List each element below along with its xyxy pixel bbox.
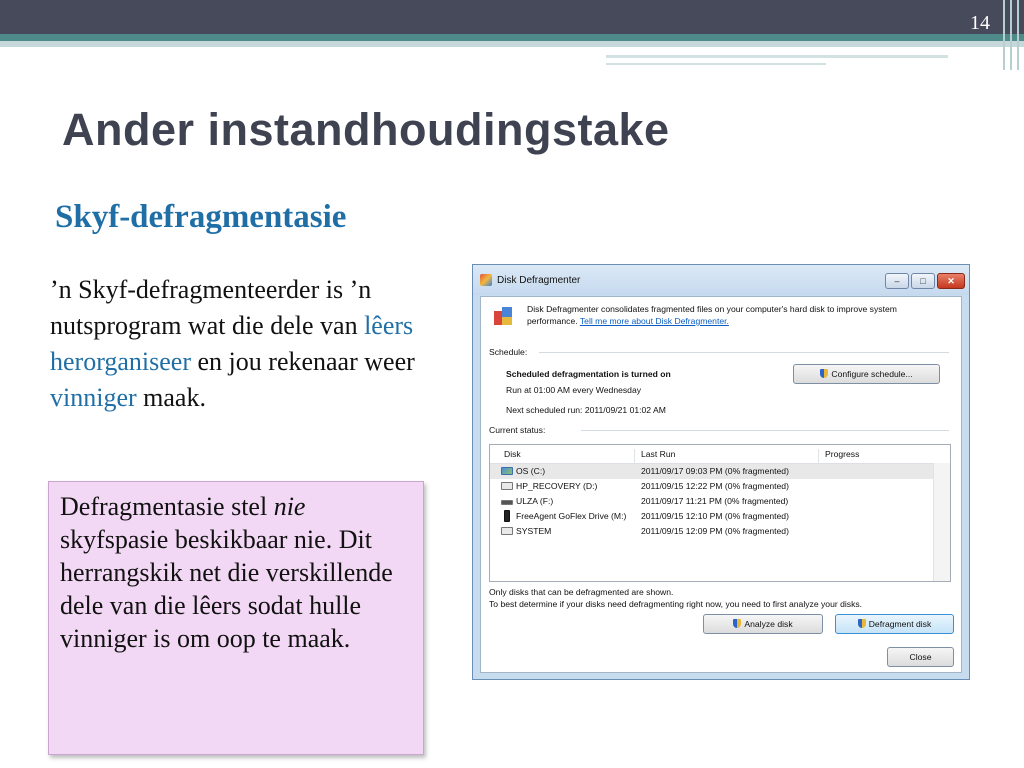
slide-number: 14 [970,12,990,34]
intro-text [527,303,947,327]
body-text-part: en jou rekenaar weer [191,347,415,376]
disk-row[interactable] [490,464,936,479]
disk-name: FreeAgent GoFlex Drive (M:) [516,511,627,521]
help-link[interactable]: Tell me more about Disk Defragmenter. [579,316,729,326]
defragmenter-logo-icon [494,307,512,327]
close-button[interactable]: Close [887,647,954,667]
disk-row[interactable] [490,509,936,524]
column-header-last-run[interactable]: Last Run [641,449,676,459]
window-client-area [480,296,962,673]
column-header-disk[interactable]: Disk [504,449,521,459]
maximize-button[interactable]: □ [911,273,935,289]
disk-last-run: 2011/09/17 09:03 PM (0% fragmented) [641,466,789,476]
disk-row[interactable] [490,494,936,509]
body-text-part: maak. [136,383,206,412]
disk-list-header [490,445,950,464]
disk-defragmenter-window [472,264,970,680]
current-status-label: Current status: [489,425,546,435]
disk-last-run: 2011/09/15 12:22 PM (0% fragmented) [641,481,789,491]
disk-list-scrollbar[interactable] [933,463,950,581]
next-scheduled-run: Next scheduled run: 2011/09/21 01:02 AM [506,405,666,415]
header-light-band [0,41,1024,47]
disk-last-run: 2011/09/15 12:10 PM (0% fragmented) [641,511,789,521]
column-header-progress[interactable]: Progress [825,449,860,459]
external-drive-icon [504,510,510,522]
window-titlebar[interactable] [473,265,969,295]
slide-subtitle: Skyf-defragmentasie [55,199,347,235]
analyze-disk-label: Analyze disk [744,619,793,629]
disk-last-run: 2011/09/15 12:09 PM (0% fragmented) [641,526,789,536]
disk-list[interactable] [489,444,951,582]
header-band [0,0,1024,34]
close-window-button[interactable]: ✕ [937,273,965,289]
header-accent-band [0,34,1024,41]
disk-row[interactable] [490,524,936,539]
body-paragraph [50,272,450,416]
slide-title: Ander instandhoudingstake [62,104,670,155]
uac-shield-icon [820,369,828,378]
schedule-status: Scheduled defragmentation is turned on [506,369,671,379]
disk-defragmenter-icon [480,274,492,286]
decorative-line [1010,0,1012,70]
configure-schedule-button[interactable] [793,364,940,384]
body-text-part: ’n Skyf-defragmenteerder is ’n nutsprogram wat die dele van [50,275,372,340]
schedule-label: Schedule: [489,347,528,357]
disk-name: ULZA (F:) [516,496,554,506]
analyze-disk-button[interactable] [703,614,823,634]
usb-drive-icon [501,500,513,505]
highlight-term: vinniger [50,383,137,412]
configure-schedule-label: Configure schedule... [831,369,913,379]
note-text: Only disks that can be defragmented are shown. [489,587,674,597]
os-drive-icon [501,467,513,475]
disk-row[interactable] [490,479,936,494]
highlight-term: lêers herorganiseer [50,311,414,376]
uac-shield-icon [858,619,866,628]
intro-description: Disk Defragmenter consolidates fragmented files on your computer's hard disk to improve system performance. [527,304,897,326]
section-divider [581,430,949,431]
decorative-line [606,55,948,58]
window-title: Disk Defragmenter [497,275,581,286]
drive-icon [501,482,513,490]
defragment-disk-label: Defragment disk [868,619,932,629]
callout-text-part: skyfspasie beskikbaar nie. Dit herrangskik net die verskillende dele van die lêers sodat hulle vinniger is om oop te maak. [60,525,393,653]
note-text: To best determine if your disks need defragmenting right now, you need to first analyze your disks. [489,599,863,609]
callout-emphasis: nie [273,492,306,521]
decorative-line [1003,0,1005,70]
decorative-line [1017,0,1019,70]
decorative-line [606,63,826,65]
disk-last-run: 2011/09/17 11:21 PM (0% fragmented) [641,496,789,506]
schedule-run-time: Run at 01:00 AM every Wednesday [506,385,642,395]
section-divider [539,352,949,353]
disk-name: HP_RECOVERY (D:) [516,481,598,491]
drive-icon [501,527,513,535]
callout-text-part: Defragmentasie stel [60,492,274,521]
defragment-disk-button[interactable] [835,614,954,634]
disk-name: OS (C:) [516,466,546,476]
uac-shield-icon [733,619,741,628]
callout-box [48,481,424,755]
minimize-button[interactable]: – [885,273,909,289]
disk-name: SYSTEM [516,526,552,536]
